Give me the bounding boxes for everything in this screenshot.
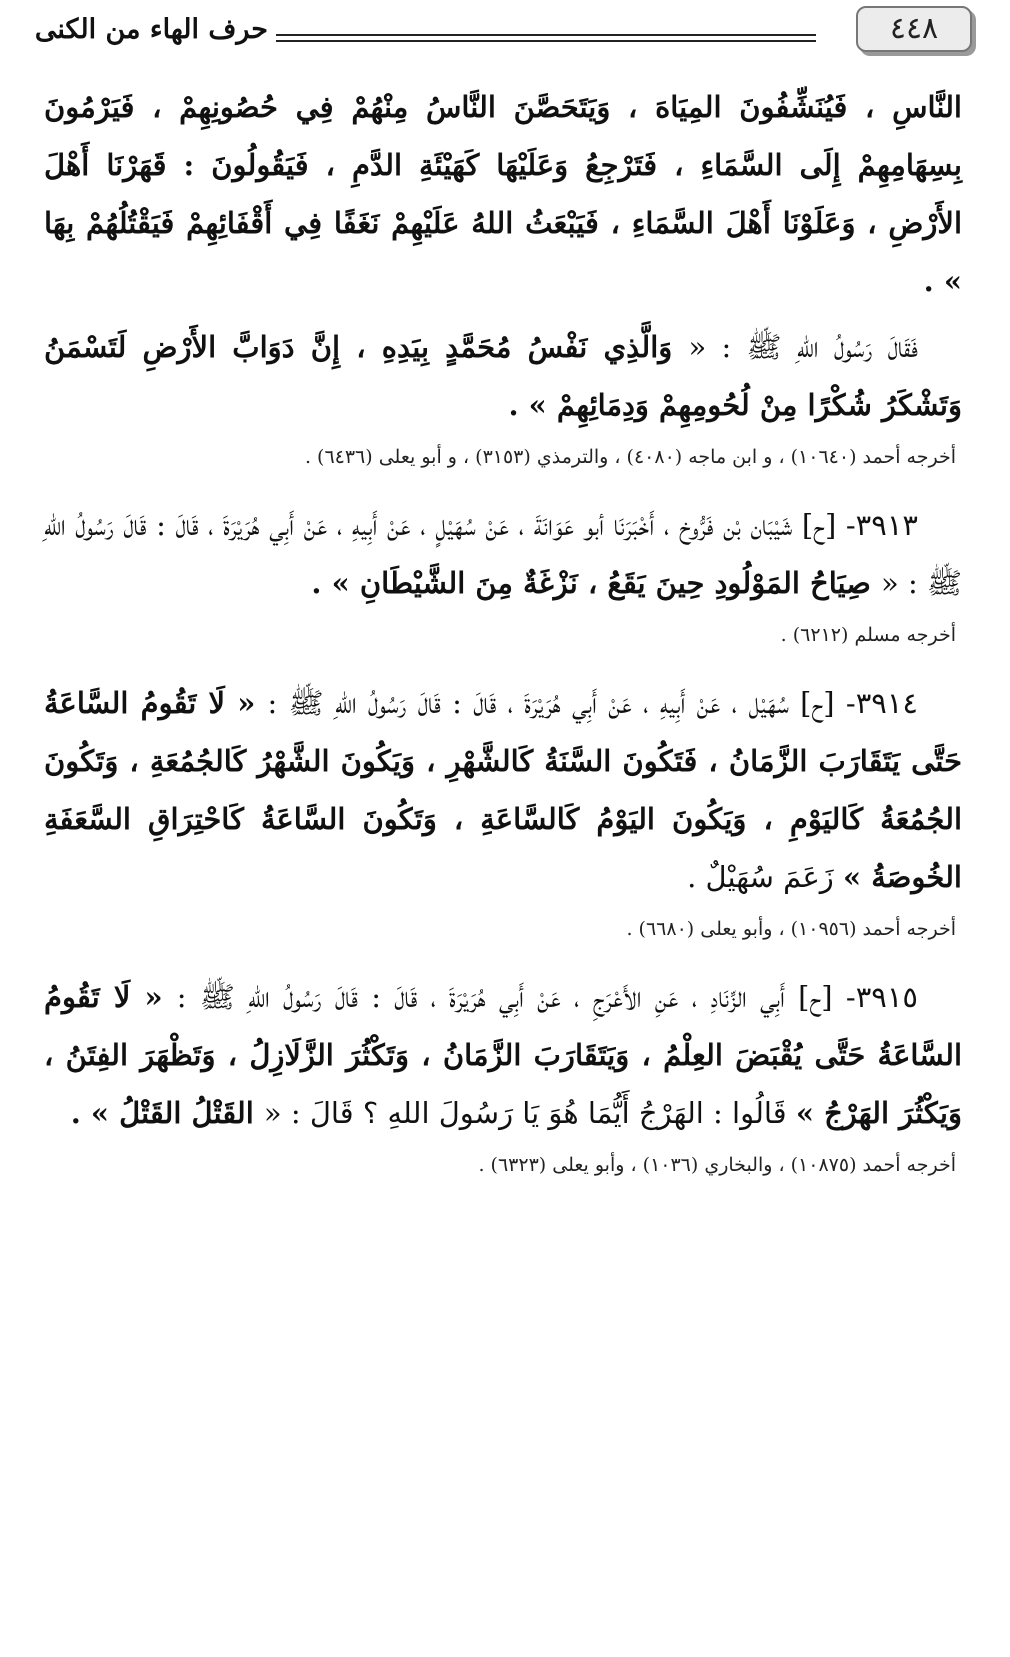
hadith-tail: زَعَمَ سُهَيْلٌ . [687,860,843,894]
hadith-chain: [ح] أَبِي الزِّنَادِ ، عَنِ الأَعْرَجِ ، عَنْ أَبِي هُرَيْرَةَ ، قَالَ : قَالَ رَسُولُ اللهِ ﷺ : [176,980,833,1014]
hadith-chain: [ح] سُهَيْل ، عَنْ أَبِيهِ ، عَنْ أَبِي هُرَيْرَةَ ، قَالَ : قَالَ رَسُولُ اللهِ ﷺ : [267,686,835,720]
hadith-number: ٣٩١٣- [836,508,918,542]
source-note: أخرجه مسلم (٦٢١٢) . [780,624,956,646]
source-note: أخرجه أحمد (١٠٩٥٦) ، وأبو يعلى (٦٦٨٠) . [626,918,956,940]
paragraph-saying [44,318,962,434]
hadith-text: « لَا تَقُومُ السَّاعَةُ حَتَّى يُقْبَضَ العِلْمُ ، وَيَتَقَارَبَ الزَّمَانُ ، وَتَكْثُرَ الزَّلَازِلُ ، وَتَظْهَرَ الفِتَنُ ، وَيَكْثُرَ الهَرْجُ » [44,980,962,1130]
hadith-3913 [44,496,962,612]
hadith-number: ٣٩١٤- [834,686,918,720]
hadith-3914 [44,674,962,906]
hadith-chain: [ح] شَيْبَان بْن فَرُّوخ ، أَخْبَرَنَا أبو عَوَانَةَ ، عَنْ سُهَيْلٍ ، عَنْ أَبِيهِ ، عَنْ أَبِي هُرَيْرَةَ ، قَالَ : قَالَ رَسُولُ اللهِ ﷺ : « [44,508,962,600]
hadith-3915 [44,968,962,1142]
running-title: حرف الهاء من الكنى [34,14,268,45]
page-header [0,0,1010,70]
header-rule [276,34,816,36]
page-content [44,78,962,1204]
hadith-text: وَالَّذِي نَفْسُ مُحَمَّدٍ بِيَدِهِ ، إِنَّ دَوَابَّ الأَرْضِ لَتَسْمَنُ وَتَشْكَرُ شُكْرًا مِنْ لُحُومِهِمْ وَدِمَائِهِمْ » . [44,330,962,422]
page-number: ٤٤٨ [856,6,972,52]
narration-intro: فَقَالَ رَسُولُ اللهِ ﷺ : « [688,330,918,364]
hadith-text: « لَا تَقُومُ السَّاعَةُ حَتَّى يَتَقَارَبَ الزَّمَانُ ، فَتَكُونَ السَّنَةُ كَالشَّهْرِ ، وَيَكُونَ الشَّهْرُ كَالجُمُعَةِ ، وَتَكُونَ الجُمُعَةُ كَاليَوْمِ ، وَيَكُونَ اليَوْمُ كَالسَّاعَةِ ، وَتَكُونَ السَّاعَةُ كَاحْتِرَاقِ السَّعَفَةِ الخُوصَةُ » [44,686,962,894]
source-note: أخرجه أحمد (١٠٦٤٠) ، و ابن ماجه (٤٠٨٠) ، والترمذي (٣١٥٣) ، و أبو يعلى (٦٤٣٦) . [304,446,956,468]
hadith-number: ٣٩١٥- [832,980,918,1014]
hadith-answer: القَتْلُ القَتْلُ » . [70,1096,264,1130]
hadith-text: صِيَاحُ المَوْلُودِ حِينَ يَقَعُ ، نَزْغَةٌ مِنَ الشَّيْطَانِ » . [311,566,882,600]
paragraph-continuation: النَّاسِ ، فَيُنَشِّفُونَ المِيَاهَ ، وَيَتَحَصَّنَ النَّاسُ مِنْهُمْ فِي حُصُونِهِمْ ، فَيَرْمُونَ بِسِهَامِهِمْ إِلَى السَّمَاءِ ، فَتَرْجِعُ وَعَلَيْهَا كَهَيْئَةِ الدَّمِ ، فَيَقُولُونَ : قَهَرْنَا أَهْلَ الأَرْضِ ، وَعَلَوْنَا أَهْلَ السَّمَاءِ ، فَيَبْعَثُ اللهُ عَلَيْهِمْ نَغَفًا فِي أَقْفَائِهِمْ فَيَقْتُلُهُمْ بِهَا » . [44,90,962,298]
hadith-question: قَالُوا : الهَرْجُ أَيُّمَا هُوَ يَا رَسُولَ اللهِ ؟ قَالَ : « [263,1096,796,1130]
source-note: أخرجه أحمد (١٠٨٧٥) ، والبخاري (١٠٣٦) ، وأبو يعلى (٦٣٢٣) . [478,1154,956,1176]
